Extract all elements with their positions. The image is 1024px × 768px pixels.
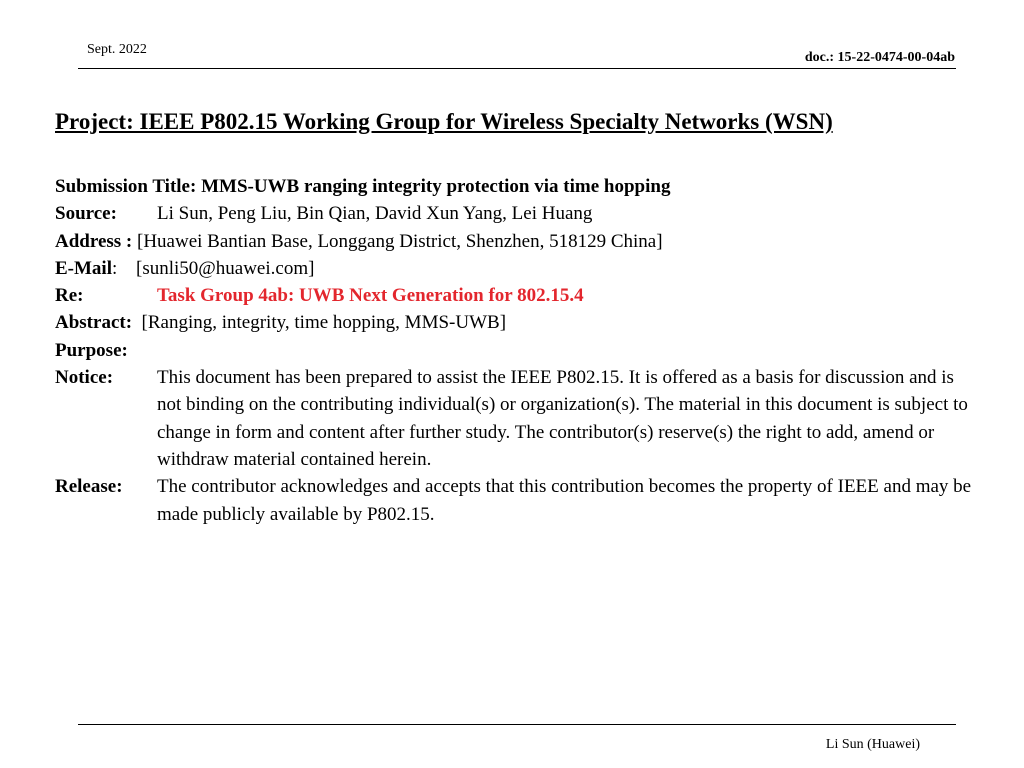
address-label: Address :	[55, 230, 133, 252]
address-row	[55, 228, 985, 255]
abstract-row	[55, 309, 985, 336]
re-value: Task Group 4ab: UWB Next Generation for 802.15.4	[157, 285, 584, 307]
submission-title-value: MMS-UWB ranging integrity protection via time hopping	[201, 176, 671, 197]
purpose-row	[55, 337, 985, 364]
email-row: E-Mail : [sunli50@huawei.com]	[55, 255, 985, 282]
header-doc-id: doc.: 15-22-0474-00-04ab	[804, 50, 955, 65]
header-rule	[78, 68, 956, 69]
address-value: [Huawei Bantian Base, Longgang District, Shenzhen, 518129 China]	[137, 230, 663, 252]
source-value: Li Sun, Peng Liu, Bin Qian, David Xun Yang, Lei Huang	[157, 203, 593, 225]
submission-title-label: Submission Title:	[55, 176, 197, 197]
footer-author: Li Sun (Huawei)	[825, 737, 920, 752]
email-label: E-Mail	[55, 257, 112, 279]
source-row	[55, 200, 985, 227]
submission-title-row	[55, 173, 985, 200]
abstract-value: [Ranging, integrity, time hopping, MMS-UWB]	[141, 312, 507, 334]
re-row	[55, 282, 985, 309]
notice-value: This document has been prepared to assist the IEEE P802.15. It is offered as a basis for discussion and is not binding on the contributing individual(s) or organization(s). The material in this document is subject to change in form and content after further study. The contributor(s) reserve(s) the right to add, amend or withdraw material contained herein.	[157, 367, 968, 470]
submission-body	[55, 173, 985, 528]
email-value: [sunli50@huawei.com]	[136, 257, 315, 279]
release-row	[55, 473, 985, 528]
source-label: Source:	[55, 203, 117, 225]
notice-row	[55, 364, 985, 473]
release-value: The contributor acknowledges and accepts that this contribution becomes the property of IEEE and may be made publicly available by P802.15.	[157, 476, 972, 525]
header-date: Sept. 2022	[87, 42, 147, 57]
release-label: Release:	[55, 476, 123, 498]
abstract-label: Abstract:	[55, 312, 133, 334]
purpose-label: Purpose:	[55, 339, 128, 361]
re-label: Re:	[55, 285, 84, 307]
project-title: Project: IEEE P802.15 Working Group for Wireless Specialty Networks (WSN)	[55, 109, 833, 134]
footer-rule	[78, 724, 956, 725]
notice-label: Notice:	[55, 367, 114, 389]
